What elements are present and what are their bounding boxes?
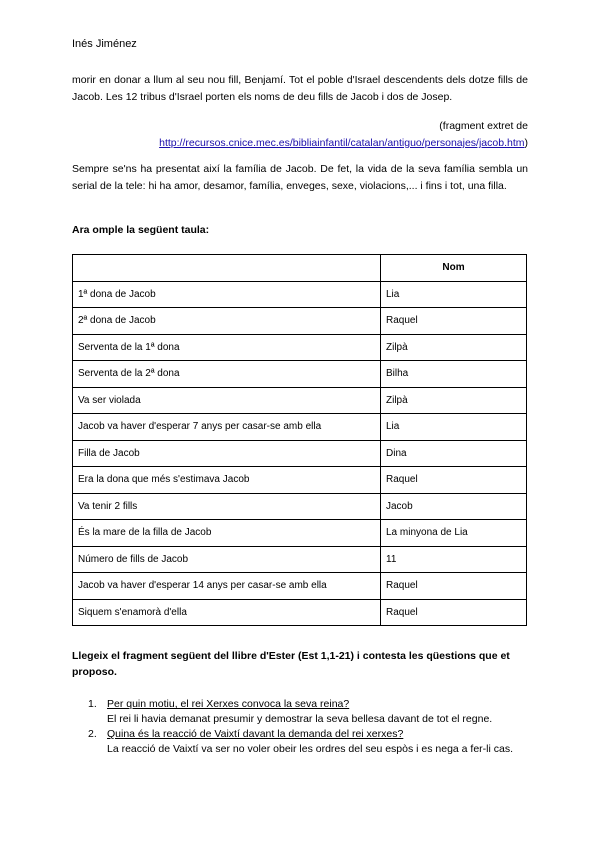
table-cell-name: Lia (381, 281, 527, 308)
table-cell-description: És la mare de la filla de Jacob (73, 520, 381, 547)
table-header-row (73, 255, 527, 282)
table-header-cell: Nom (381, 255, 527, 282)
answer-text: La reacció de Vaixtí va ser no voler obeir les ordres del seu espòs i es nega a fer-li cas. (107, 743, 514, 755)
table-row (73, 467, 527, 494)
table-cell-name: Raquel (381, 467, 527, 494)
question-number: 2. (88, 728, 97, 740)
table-cell-description: Serventa de la 2ª dona (73, 361, 381, 388)
family-paragraph: Sempre se'ns ha presentat així la família de Jacob. De fet, la vida de la seva família sembla un serial de la tele: hi ha amor, desamor, família, enveges, sexe, violacions,... i fins i tot, una filla. (72, 163, 528, 192)
question-text: Quina és la reacció de Vaixtí davant la demanda del rei xerxes? (107, 728, 404, 740)
table-cell-description: Número de fills de Jacob (73, 546, 381, 573)
table-cell-description: Siquem s'enamorà d'ella (73, 599, 381, 626)
source-citation (72, 118, 528, 152)
table-header-cell (73, 255, 381, 282)
table-row (73, 414, 527, 441)
question-text: Per quin motiu, el rei Xerxes convoca la seva reina? (107, 698, 350, 710)
table-cell-name: Dina (381, 440, 527, 467)
table-cell-name: La minyona de Lia (381, 520, 527, 547)
questions-list (88, 697, 528, 757)
table-row (73, 334, 527, 361)
table-cell-name: Bilha (381, 361, 527, 388)
answer-text: El rei li havia demanat presumir y demostrar la seva bellesa davant de tot el regne. (107, 713, 493, 725)
table-row (73, 281, 527, 308)
table-cell-description: Jacob va haver d'esperar 14 anys per casar-se amb ella (73, 573, 381, 600)
source-closing: ) (524, 137, 528, 149)
table-cell-name: Lia (381, 414, 527, 441)
table-row (73, 361, 527, 388)
table-row (73, 573, 527, 600)
table-cell-name: Raquel (381, 599, 527, 626)
table-cell-description: 2ª dona de Jacob (73, 308, 381, 335)
author-name: Inés Jiménez (72, 38, 137, 50)
table-cell-name: Raquel (381, 573, 527, 600)
family-table (72, 254, 527, 626)
table-cell-description: Serventa de la 1ª dona (73, 334, 381, 361)
table-cell-description: Va tenir 2 fills (73, 493, 381, 520)
table-row (73, 440, 527, 467)
source-line: (fragment extret de (439, 120, 528, 132)
question-item (88, 697, 528, 727)
table-cell-name: Raquel (381, 308, 527, 335)
table-cell-name: 11 (381, 546, 527, 573)
source-link-line (72, 135, 528, 152)
table-row (73, 308, 527, 335)
table-cell-description: Era la dona que més s'estimava Jacob (73, 467, 381, 494)
source-link[interactable]: http://recursos.cnice.mec.es/bibliainfantil/catalan/antiguo/personajes/jacob.htm (159, 137, 525, 149)
table-row (73, 520, 527, 547)
question-item (88, 727, 528, 757)
table-cell-name: Jacob (381, 493, 527, 520)
table-cell-description: Jacob va haver d'esperar 7 anys per casar-se amb ella (73, 414, 381, 441)
questions-heading: Llegeix el fragment següent del llibre d'Ester (Est 1,1-21) i contesta les qüestions que et proposo. (72, 650, 510, 678)
table-heading: Ara omple la següent taula: (72, 224, 210, 236)
table-cell-description: Filla de Jacob (73, 440, 381, 467)
table-cell-name: Zilpà (381, 387, 527, 414)
table-cell-name: Zilpà (381, 334, 527, 361)
table-row (73, 493, 527, 520)
table-cell-description: Va ser violada (73, 387, 381, 414)
table-cell-description: 1ª dona de Jacob (73, 281, 381, 308)
intro-paragraph: morir en donar a llum al seu nou fill, Benjamí. Tot el poble d'Israel descendents dels dotze fills de Jacob. Les 12 tribus d'Israel porten els noms de deu fills de Jacob i dos de Josep. (72, 74, 528, 103)
table-row (73, 546, 527, 573)
table-row (73, 599, 527, 626)
question-number: 1. (88, 698, 97, 710)
table-row (73, 387, 527, 414)
